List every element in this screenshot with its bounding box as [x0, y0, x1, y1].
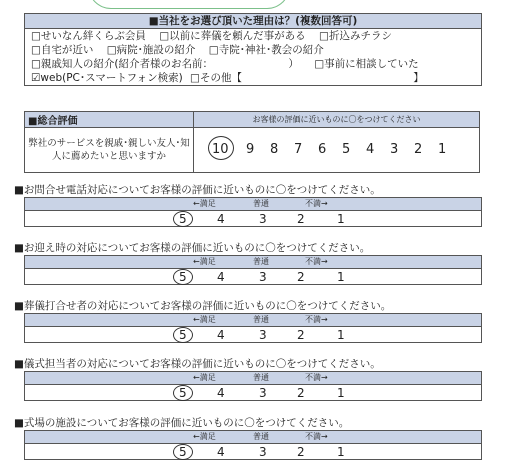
rating-row — [25, 327, 481, 342]
label-satisfied: ←満足 — [193, 257, 216, 266]
rating-box — [24, 197, 482, 227]
rating-2[interactable]: 2 — [297, 328, 305, 342]
scale-value[interactable]: 3 — [390, 142, 399, 157]
option-temple-referral[interactable]: □寺院･神社･教会の紹介 — [208, 44, 324, 56]
overall-scale — [194, 128, 480, 173]
label-satisfied: ←満足 — [193, 432, 216, 441]
rating-5[interactable]: 5 — [179, 212, 187, 226]
label-dissatisfied: 不満→ — [305, 315, 328, 324]
scale-header — [25, 256, 481, 269]
label-normal: 普通 — [253, 315, 269, 324]
overall-question: 弊社のサービスを親戚･親しい友人･知人に薦めたいと思いますか — [25, 128, 194, 173]
option-other[interactable]: □その他【 — [190, 72, 242, 84]
scale-value[interactable]: 1 — [438, 142, 447, 157]
rating-1[interactable]: 1 — [337, 212, 345, 226]
section-title: ■儀式担当者の対応についてお客様の評価に近いものに〇をつけてください。 — [14, 358, 381, 370]
rating-5[interactable]: 5 — [179, 328, 187, 342]
funeral-planner-section — [14, 299, 484, 343]
label-satisfied: ←満足 — [193, 373, 216, 382]
rating-1[interactable]: 1 — [337, 386, 345, 400]
label-satisfied: ←満足 — [193, 199, 216, 208]
rating-3[interactable]: 3 — [259, 212, 267, 226]
label-normal: 普通 — [253, 257, 269, 266]
option-kizuna-member[interactable]: □せいなん絆くらぶ会員 — [31, 30, 146, 42]
scale-header — [25, 198, 481, 211]
label-dissatisfied: 不満→ — [305, 257, 328, 266]
reason-line — [25, 71, 481, 85]
rating-1[interactable]: 1 — [337, 328, 345, 342]
scale-header — [25, 431, 481, 444]
rating-row — [25, 385, 481, 400]
option-flyer[interactable]: □折込みチラシ — [319, 30, 392, 42]
rating-box — [24, 255, 482, 285]
scale-value[interactable]: 7 — [294, 142, 303, 157]
rating-3[interactable]: 3 — [259, 445, 267, 459]
other-close-bracket: 】 — [413, 72, 424, 84]
reason-section — [24, 13, 482, 86]
option-previous-funeral[interactable]: □以前に葬儀を頼んだ事がある — [159, 30, 306, 42]
phone-inquiry-section — [14, 183, 484, 227]
scale-value[interactable]: 4 — [366, 142, 375, 157]
label-normal: 普通 — [253, 373, 269, 382]
option-hospital-referral[interactable]: □病院･施設の紹介 — [106, 44, 196, 56]
rating-5[interactable]: 5 — [179, 445, 187, 459]
rating-2[interactable]: 2 — [297, 212, 305, 226]
scale-value[interactable]: 5 — [342, 142, 351, 157]
rating-row — [25, 211, 481, 226]
rating-2[interactable]: 2 — [297, 386, 305, 400]
rating-box — [24, 371, 482, 401]
rating-box — [24, 313, 482, 343]
section-title: ■式場の施設についてお客様の評価に近いものに〇をつけてください。 — [14, 417, 350, 429]
section-title: ■お迎え時の対応についてお客様の評価に近いものに〇をつけてください。 — [14, 242, 371, 254]
rating-5[interactable]: 5 — [179, 270, 187, 284]
label-dissatisfied: 不満→ — [305, 432, 328, 441]
referral-close-paren: ） — [288, 58, 299, 70]
scale-value[interactable]: 2 — [414, 142, 423, 157]
rating-row — [25, 444, 481, 459]
label-satisfied: ←満足 — [193, 315, 216, 324]
scale-value[interactable]: 6 — [318, 142, 327, 157]
reason-line — [25, 29, 481, 43]
label-dissatisfied: 不満→ — [305, 199, 328, 208]
rating-2[interactable]: 2 — [297, 270, 305, 284]
rating-3[interactable]: 3 — [259, 328, 267, 342]
rating-4[interactable]: 4 — [217, 270, 225, 284]
scale-header — [25, 372, 481, 385]
reason-line — [25, 43, 481, 57]
decorative-arc — [88, 0, 290, 9]
option-web-search[interactable]: ☑web(PC･スマートフォン検索) — [31, 72, 183, 84]
pickup-section — [14, 241, 484, 285]
option-prior-consultation[interactable]: □事前に相談していた — [314, 58, 419, 70]
rating-4[interactable]: 4 — [217, 386, 225, 400]
overall-evaluation-table — [24, 111, 480, 173]
ceremony-staff-section — [14, 357, 484, 401]
rating-4[interactable]: 4 — [217, 212, 225, 226]
reason-header: ■当社をお選び頂いた理由は？(複数回答可) — [25, 14, 481, 29]
scale-header — [25, 314, 481, 327]
option-relative-referral[interactable]: □親戚知人の紹介(紹介者様のお名前： — [31, 58, 214, 70]
option-near-home[interactable]: □自宅が近い — [31, 44, 94, 56]
overall-instruction: お客様の評価に近いものに〇をつけてください — [194, 112, 480, 128]
rating-row — [25, 269, 481, 284]
rating-4[interactable]: 4 — [217, 445, 225, 459]
label-normal: 普通 — [253, 199, 269, 208]
overall-title: ■総合評価 — [25, 112, 194, 128]
label-normal: 普通 — [253, 432, 269, 441]
venue-facility-section — [14, 416, 484, 460]
rating-box — [24, 430, 482, 460]
scale-value[interactable]: 9 — [246, 142, 255, 157]
label-dissatisfied: 不満→ — [305, 373, 328, 382]
scale-value[interactable]: 10 — [212, 142, 229, 157]
rating-5[interactable]: 5 — [179, 386, 187, 400]
rating-3[interactable]: 3 — [259, 270, 267, 284]
rating-3[interactable]: 3 — [259, 386, 267, 400]
rating-4[interactable]: 4 — [217, 328, 225, 342]
rating-2[interactable]: 2 — [297, 445, 305, 459]
section-title: ■葬儀打合せ者の対応についてお客様の評価に近いものに〇をつけてください。 — [14, 300, 392, 312]
reason-line — [25, 57, 481, 71]
rating-1[interactable]: 1 — [337, 270, 345, 284]
scale-value[interactable]: 8 — [270, 142, 279, 157]
section-title: ■お問合せ電話対応についてお客様の評価に近いものに〇をつけてください。 — [14, 184, 381, 196]
rating-1[interactable]: 1 — [337, 445, 345, 459]
